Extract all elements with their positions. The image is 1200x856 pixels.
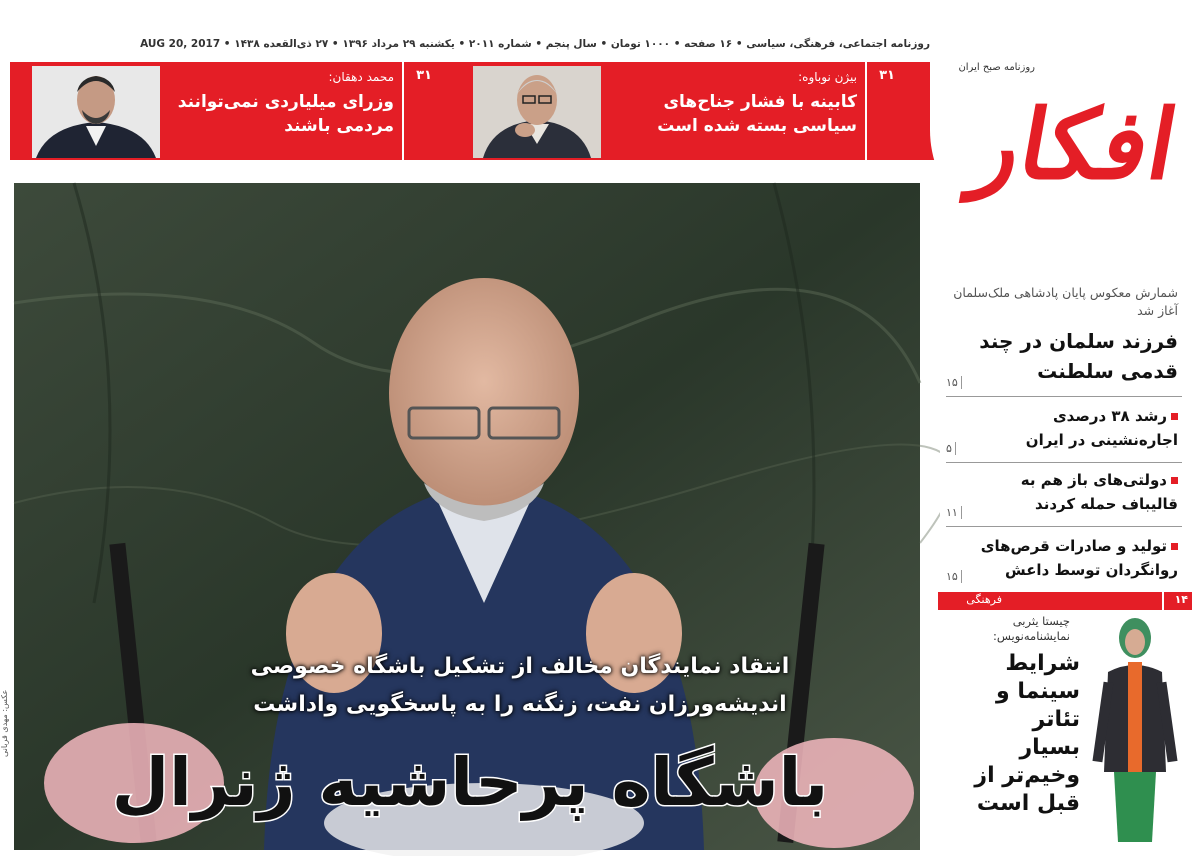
teaser-portrait <box>32 66 160 158</box>
news-item[interactable] <box>978 468 1178 516</box>
divider <box>946 462 1182 463</box>
bullet-icon <box>1171 477 1178 484</box>
lead-page-number: ۱۵ <box>946 376 962 389</box>
shoulder-line-2: اندیشه‌ورزان نفت، زنگنه را به پاسخگویی واداشت <box>253 692 787 717</box>
teaser-separator <box>865 62 867 160</box>
divider <box>946 396 1182 397</box>
divider <box>946 526 1182 527</box>
culture-author: چیستا یثربی نمایشنامه‌نویس: <box>993 614 1070 643</box>
lead-kicker: شمارش معکوس پایان پادشاهی ملک‌سلمان آغاز شد <box>953 285 1178 318</box>
teaser-page-number: ۳۱ <box>416 68 432 83</box>
culture-section-bar[interactable] <box>938 592 1192 610</box>
news-item-page: ۱۵ <box>946 570 962 583</box>
news-item-text: رشد ۳۸ درصدی اجاره‌نشینی در ایران <box>1025 407 1178 449</box>
news-item-text: دولتی‌های باز هم به قالیباف حمله کردند <box>1020 471 1178 513</box>
shoulder-line-1: انتقاد نمایندگان مخالف از تشکیل باشگاه خصوصی <box>250 654 790 679</box>
culture-photo <box>1080 612 1190 850</box>
teaser-dehghan[interactable] <box>10 62 442 160</box>
culture-separator <box>1162 592 1164 610</box>
news-item-text: تولید و صادرات قرص‌های روانگردان توسط داعش <box>980 537 1178 579</box>
main-shoulders <box>160 648 880 724</box>
culture-headline[interactable]: شرایط سینما و تئاتر بسیار وخیم‌تر از قبل است <box>974 651 1080 816</box>
lead-story[interactable] <box>946 284 1178 386</box>
bullet-icon <box>1171 543 1178 550</box>
teaser-portrait <box>473 66 601 158</box>
news-item[interactable] <box>978 404 1178 452</box>
bullet-icon <box>1171 413 1178 420</box>
issue-info-line: روزنامه اجتماعی، فرهنگی، سیاسی • ۱۶ صفحه • ۱۰۰۰ تومان • سال پنجم • شماره ۲۰۱۱ • یکشنبه ۲۹ مرداد ۱۳۹۶ • ۲۷ ذی‌القعده ۱۴۳۸ • AUG 20, 2017 <box>140 38 930 50</box>
teaser-nobaveh[interactable] <box>445 62 905 160</box>
news-item-page: ۵ <box>946 442 956 455</box>
culture-section-label: فرهنگی <box>966 593 1002 606</box>
teaser-headline: وزرای میلیاردی نمی‌توانند مردمی باشند <box>177 92 394 136</box>
culture-page-number: ۱۴ <box>1174 593 1188 606</box>
logo-tagline: روزنامه صبح ایران <box>958 62 1035 73</box>
lead-headline: فرزند سلمان در چند قدمی سلطنت <box>979 329 1178 383</box>
newspaper-logo[interactable]: افکار <box>964 88 1186 201</box>
photo-credit: عکس: مهدی قربانی <box>0 690 9 758</box>
news-item-page: ۱۱ <box>946 506 962 519</box>
main-headline[interactable]: باشگاه پرحاشیه ژنرال <box>111 744 829 821</box>
teaser-page-number: ۳۱ <box>879 68 895 83</box>
teaser-separator <box>402 62 404 160</box>
teaser-author: محمد دهقان: <box>328 70 394 84</box>
teaser-headline: کابینه با فشار جناح‌های سیاسی بسته شده است <box>657 92 857 136</box>
news-item[interactable] <box>963 534 1178 582</box>
teaser-author: بیژن نوباوه: <box>798 70 857 84</box>
